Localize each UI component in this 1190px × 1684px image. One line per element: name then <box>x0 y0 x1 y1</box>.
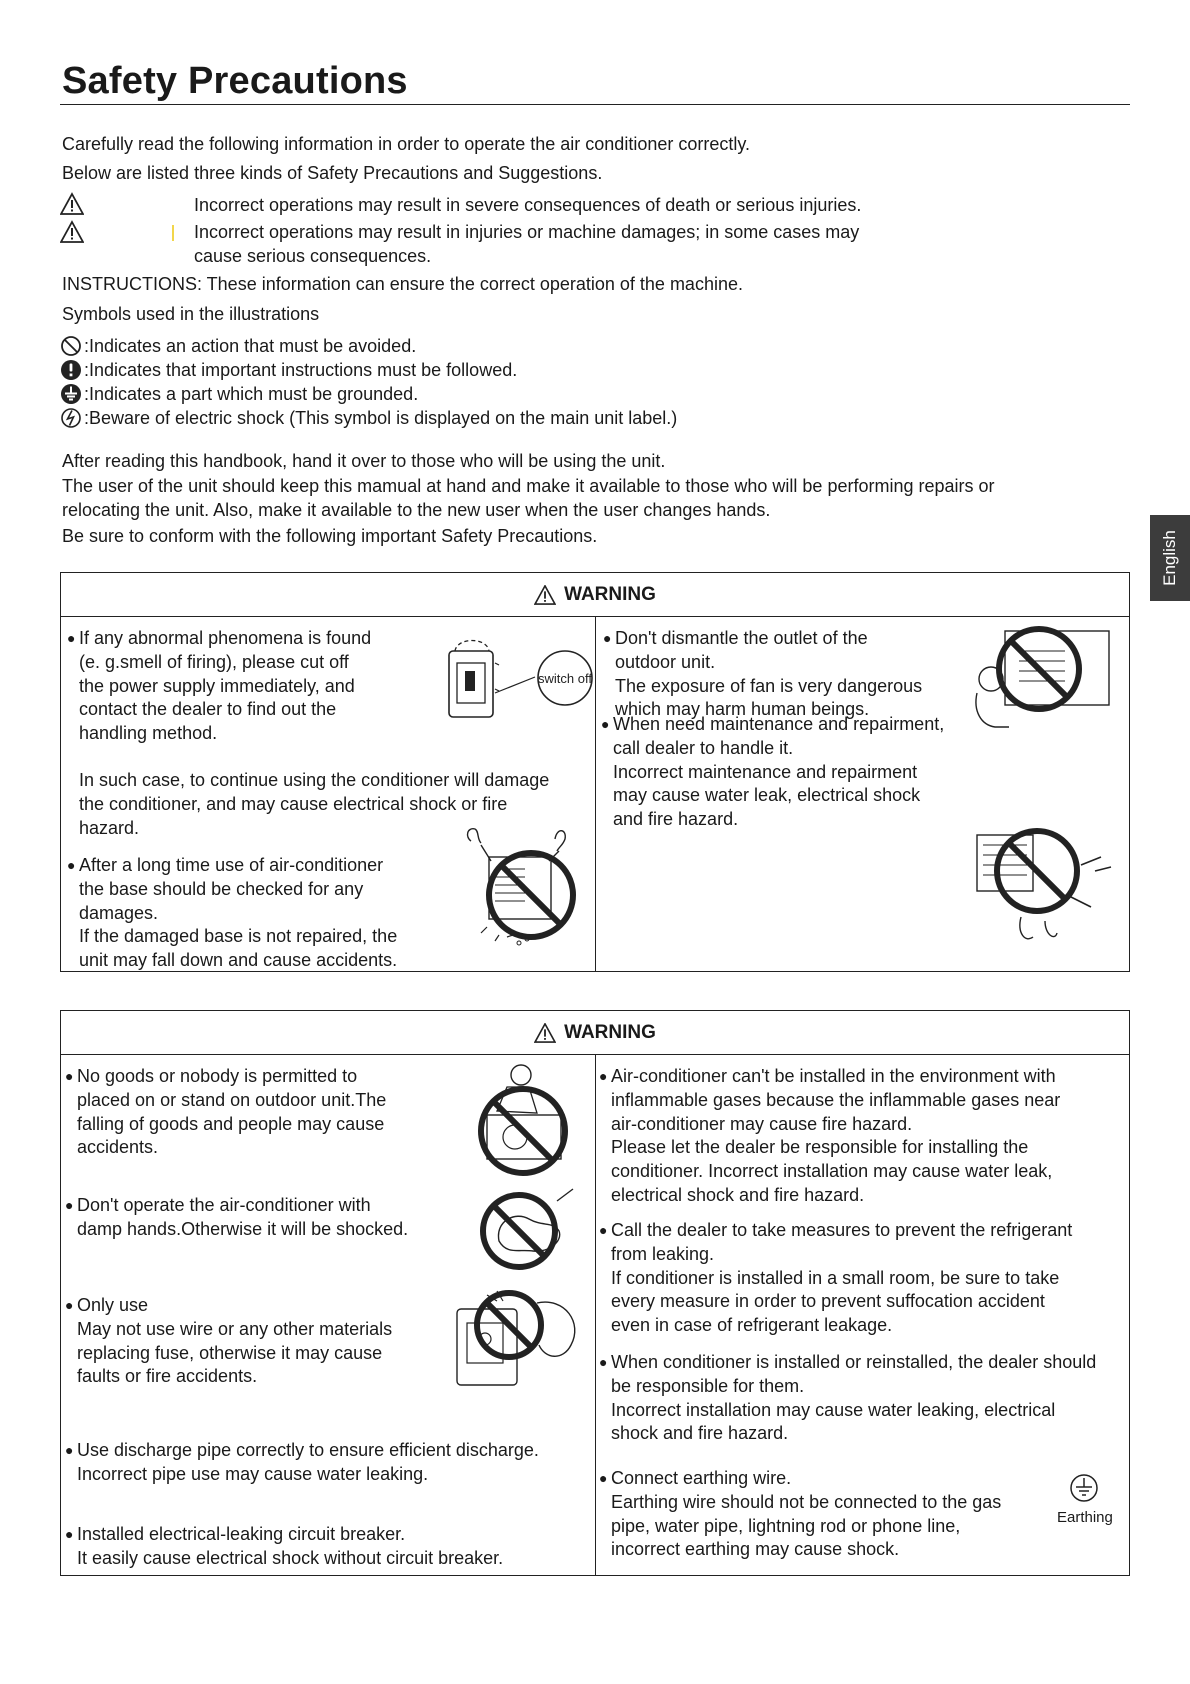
text-line: unit may fall down and cause accidents. <box>79 950 398 971</box>
text-line: and fire hazard. <box>613 809 739 830</box>
text-line: No goods or nobody is permitted to <box>77 1066 358 1086</box>
text-line: (e. g.smell of firing), please cut off <box>79 651 349 672</box>
text-line: air-conditioner may cause fire hazard. <box>611 1113 913 1134</box>
no-standing-on-unit-prohibited-illustration <box>467 1061 587 1179</box>
instructions-line: INSTRUCTIONS: These information can ensure the correct operation of the machine. <box>62 274 743 294</box>
text-line: If any abnormal phenomena is found <box>79 628 372 648</box>
symbol-ground-text: :Indicates a part which must be grounded. <box>84 384 419 404</box>
caution-triangle-icon <box>60 220 84 244</box>
symbol-shock-text: :Beware of electric shock (This symbol is displayed on the main unit label.) <box>84 408 678 428</box>
warning-box-1-header <box>61 573 1129 617</box>
box1-right-item-2 <box>601 713 993 832</box>
ground-icon <box>60 383 82 405</box>
electric-shock-icon <box>60 407 82 429</box>
text-line: Installed electrical-leaking circuit breaker. <box>77 1524 406 1544</box>
symbol-mandatory-text: :Indicates that important instructions must be followed. <box>84 360 518 380</box>
warning-box-2-title: WARNING <box>564 1021 656 1043</box>
text-line: It easily cause electrical shock without circuit breaker. <box>77 1547 504 1568</box>
box2-left-item-3 <box>65 1294 447 1389</box>
bullet: ● <box>599 1470 608 1486</box>
symbol-avoid-text: :Indicates an action that must be avoided. <box>84 336 417 356</box>
text-line: falling of goods and people may cause <box>77 1113 385 1134</box>
text-line: Don't operate the air-conditioner with <box>77 1195 371 1215</box>
bullet: ● <box>67 630 76 646</box>
box1-left-item-2 <box>67 854 439 973</box>
text-line: every measure in order to prevent suffocation accident <box>611 1291 1045 1312</box>
text-line: Call the dealer to take measures to prevent the refrigerant <box>611 1220 1073 1240</box>
text-line: shock and fire hazard. <box>611 1423 789 1444</box>
text-line: may cause water leak, electrical shock <box>613 785 921 806</box>
mandatory-icon <box>60 359 82 381</box>
box2-left-item-5 <box>65 1523 592 1571</box>
page-title: Safety Precautions <box>62 60 408 102</box>
text-line: Earthing wire should not be connected to the gas <box>611 1491 1002 1512</box>
warning-box-2 <box>60 1010 1130 1576</box>
box2-left-item-4 <box>65 1439 592 1487</box>
text-line: damages. <box>79 902 159 923</box>
text-line: In such case, to continue using the conditioner will damage <box>79 770 550 790</box>
text-line: the conditioner, and may cause electrical shock or fire <box>79 793 508 814</box>
earth-ground-icon <box>1069 1473 1099 1503</box>
text-line: pipe, water pipe, lightning rod or phone line, <box>611 1515 961 1536</box>
warning-box-2-divider <box>595 1055 596 1575</box>
text-line: outdoor unit. <box>615 651 716 672</box>
bullet: ● <box>65 1197 74 1213</box>
text-line: even in case of refrigerant leakage. <box>611 1315 893 1336</box>
intro-line-2: Below are listed three kinds of Safety Precautions and Suggestions. <box>62 163 603 183</box>
warning-box-1-title: WARNING <box>564 583 656 605</box>
bullet: ● <box>599 1068 608 1084</box>
box2-right-item-1 <box>599 1065 1126 1208</box>
text-line: electrical shock and fire hazard. <box>611 1184 865 1205</box>
text-line: Incorrect pipe use may cause water leaking. <box>77 1463 429 1484</box>
handbook-line-4: Be sure to conform with the following important Safety Precautions. <box>62 526 598 546</box>
box2-left-item-1 <box>65 1065 447 1160</box>
intro-line-1: Carefully read the following information in order to operate the air conditioner correctly. <box>62 134 751 154</box>
text-line: Don't dismantle the outlet of the <box>615 628 868 648</box>
title-underline <box>60 104 1130 105</box>
text-line: damp hands.Otherwise it will be shocked. <box>77 1218 409 1239</box>
text-line: placed on or stand on outdoor unit.The <box>77 1089 387 1110</box>
bullet: ● <box>65 1526 74 1542</box>
warning-description: Incorrect operations may result in severe consequences of death or serious injuries. <box>194 195 862 215</box>
earthing-label: Earthing <box>1057 1509 1113 1526</box>
box1-left-item-1 <box>67 627 439 746</box>
damaged-base-prohibited-illustration <box>461 821 591 961</box>
text-line: If conditioner is installed in a small room, be sure to take <box>611 1267 1060 1288</box>
symbols-heading: Symbols used in the illustrations <box>62 304 320 324</box>
warning-box-1 <box>60 572 1130 972</box>
fuse-replacement-prohibited-illustration <box>437 1283 587 1403</box>
text-line: When conditioner is installed or reinstalled, the dealer should <box>611 1352 1097 1372</box>
text-line: Incorrect installation may cause water leaking, electrical <box>611 1399 1056 1420</box>
text-line: the power supply immediately, and <box>79 675 355 696</box>
text-line: which may harm human beings. <box>615 699 870 720</box>
handbook-line-3: relocating the unit. Also, make it available to the new user when the user changes hands. <box>62 500 771 520</box>
text-line: Only use <box>77 1295 149 1315</box>
handbook-line-2: The user of the unit should keep this mamual at hand and make it available to those who will be performing repairs or <box>62 476 995 496</box>
text-line: Connect earthing wire. <box>611 1468 792 1488</box>
text-line: faults or fire accidents. <box>77 1366 258 1387</box>
text-line: May not use wire or any other materials <box>77 1318 393 1339</box>
text-line: hazard. <box>79 817 140 838</box>
box2-right-item-2 <box>599 1219 1126 1338</box>
box1-right-item-1 <box>603 627 975 722</box>
text-line: Incorrect maintenance and repairment <box>613 761 918 782</box>
caution-description-1: Incorrect operations may result in injuries or machine damages; in some cases may <box>194 222 860 242</box>
warning-box-1-divider <box>595 617 596 971</box>
text-line: accidents. <box>77 1137 159 1158</box>
caution-marker <box>172 225 174 241</box>
warning-triangle-icon <box>534 1023 556 1043</box>
bullet: ● <box>599 1222 608 1238</box>
bullet: ● <box>65 1068 74 1084</box>
box2-right-item-3 <box>599 1351 1126 1446</box>
text-line: handling method. <box>79 723 218 744</box>
bullet: ● <box>65 1297 74 1313</box>
damp-hands-prohibited-illustration <box>469 1181 581 1277</box>
bullet: ● <box>599 1354 608 1370</box>
text-line: If the damaged base is not repaired, the <box>79 926 398 947</box>
box2-right-item-4 <box>599 1467 1041 1562</box>
text-line: replacing fuse, otherwise it may cause <box>77 1342 383 1363</box>
switch-off-label: switch off <box>538 671 592 686</box>
maintenance-prohibited-illustration <box>971 809 1121 949</box>
text-line: The exposure of fan is very dangerous <box>615 675 923 696</box>
bullet: ● <box>601 716 610 732</box>
caution-description-2: cause serious consequences. <box>194 246 432 266</box>
text-line: from leaking. <box>611 1243 715 1264</box>
text-line: inflammable gases because the inflammable gases near <box>611 1089 1061 1110</box>
text-line: be responsible for them. <box>611 1375 805 1396</box>
text-line: Use discharge pipe correctly to ensure efficient discharge. <box>77 1440 539 1460</box>
handbook-line-1: After reading this handbook, hand it over to those who will be using the unit. <box>62 451 666 471</box>
text-line: conditioner. Incorrect installation may cause water leak, <box>611 1161 1053 1182</box>
box2-left-item-2 <box>65 1194 467 1242</box>
language-tab-label: English <box>1160 530 1180 586</box>
warning-triangle-icon <box>534 585 556 605</box>
text-line: the base should be checked for any <box>79 878 364 899</box>
bullet: ● <box>603 630 612 646</box>
language-tab <box>1150 515 1190 601</box>
prohibited-icon <box>60 335 82 357</box>
bullet: ● <box>65 1442 74 1458</box>
text-line: contact the dealer to find out the <box>79 699 337 720</box>
text-line: After a long time use of air-conditioner <box>79 855 384 875</box>
text-line: Air-conditioner can't be installed in the environment with <box>611 1066 1056 1086</box>
text-line: incorrect earthing may cause shock. <box>611 1539 900 1560</box>
bullet: ● <box>67 857 76 873</box>
warning-triangle-icon <box>60 192 84 216</box>
text-line: When need maintenance and repairment, <box>613 714 945 734</box>
text-line: Please let the dealer be responsible for installing the <box>611 1137 1029 1158</box>
switch-off-illustration <box>443 633 593 733</box>
text-line: call dealer to handle it. <box>613 737 794 758</box>
warning-box-2-header <box>61 1011 1129 1055</box>
